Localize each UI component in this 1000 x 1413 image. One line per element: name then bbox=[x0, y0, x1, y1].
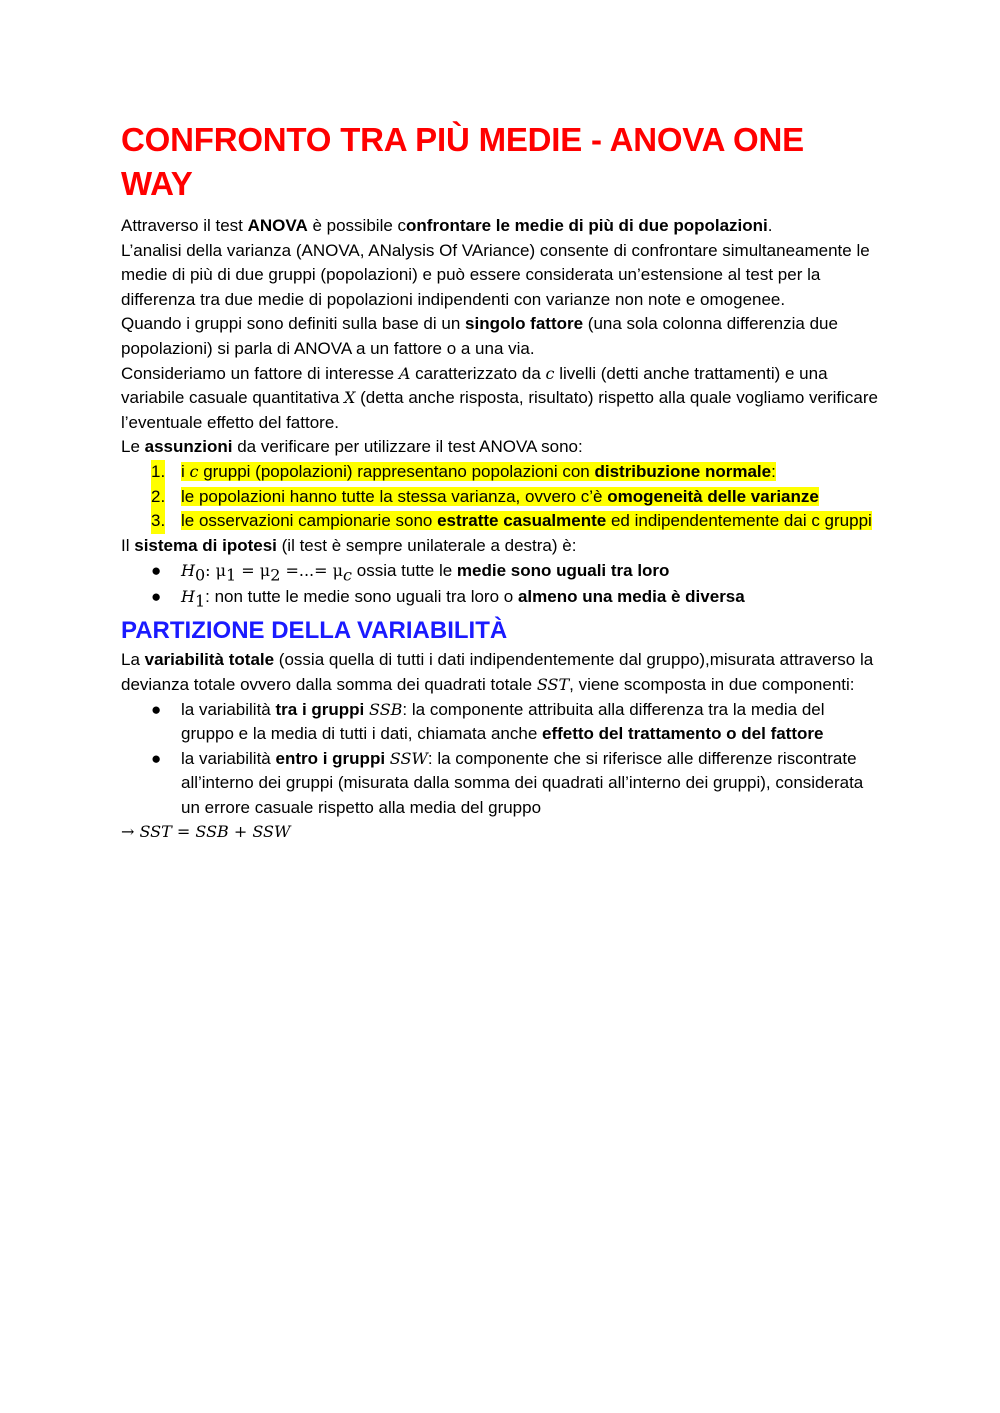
text-run: . bbox=[767, 216, 773, 235]
text-run: Le bbox=[121, 437, 145, 457]
page-title: CONFRONTO TRA PIÙ MEDIE - ANOVA ONE WAY bbox=[121, 121, 804, 202]
text-run: ed indipendentemente dai c gruppi bbox=[606, 511, 872, 531]
text-run: livelli (detti anche trattamenti) e una variabile casuale quantitativa bbox=[121, 363, 828, 408]
math-subscript: 1 bbox=[226, 565, 237, 585]
anova-description-paragraph: L’analisi della varianza (ANOVA, ANalysis Of VAriance) consente di confrontare simultaneamente le medie di più di due gruppi (popolazioni) e può essere considerata un’estensione al test per la differenza tra due medie di popolazioni indipendenti con varianze non note e omogenee. bbox=[121, 240, 870, 309]
math-variable: X bbox=[344, 388, 356, 408]
math-symbol: μ bbox=[259, 561, 271, 581]
highlighted-text bbox=[181, 462, 776, 481]
list-item bbox=[121, 485, 881, 510]
text-run: le osservazioni campionarie sono bbox=[181, 511, 438, 531]
components-list bbox=[121, 698, 881, 821]
text-run: le popolazioni hanno tutte la stessa varianza, ovvero c’è bbox=[181, 486, 608, 506]
text-run: : la componente che si riferisce alle differenze riscontrate all’interno dei gruppi (misurata dalla somma dei quadrati all’interno dei gruppi), considerata un errore casuale rispetto alla media del gruppo bbox=[181, 748, 864, 817]
math-variable: c bbox=[189, 461, 199, 481]
text-run: Il bbox=[121, 535, 135, 555]
list-number: 2. bbox=[151, 485, 165, 510]
document-content bbox=[121, 118, 881, 845]
bold-run: distribuzione normale bbox=[594, 461, 772, 481]
bullet-icon: ● bbox=[151, 561, 162, 581]
bullet-icon: ● bbox=[151, 699, 162, 719]
bold-run: medie sono uguali tra loro bbox=[456, 561, 670, 581]
bold-run: variabilità totale bbox=[144, 650, 275, 670]
math-variable: c bbox=[545, 363, 555, 383]
highlighted-text bbox=[181, 511, 872, 530]
text-run: (il test è sempre unilaterale a destra) è: bbox=[276, 535, 577, 555]
intro-paragraph bbox=[121, 214, 881, 239]
math-formula: → SST = SSB + SSW bbox=[121, 822, 291, 842]
math-subscript: 1 bbox=[194, 591, 206, 611]
text-run: da verificare per utilizzare il test ANOVA sono: bbox=[232, 437, 583, 457]
bold-run: assunzioni bbox=[144, 437, 233, 457]
bold-run: almeno una media è diversa bbox=[517, 587, 745, 607]
text-run: (ossia quella di tutti i dati indipendentemente dal gruppo),misurata attraverso la devianza totale ovvero dalla somma dei quadrati totale bbox=[121, 650, 874, 694]
highlighted-text bbox=[181, 487, 819, 506]
text-run: : bbox=[771, 461, 776, 481]
text-run: (una sola colonna differenzia due popolazioni) si parla di ANOVA a un fattore o a una via. bbox=[121, 314, 838, 358]
hypothesis-h1 bbox=[121, 584, 881, 610]
text-run: gruppi (popolazioni) rappresentano popolazioni con bbox=[198, 461, 595, 481]
text-run: ossia tutte le bbox=[352, 561, 457, 581]
bold-run: omogeneità delle varianze bbox=[607, 486, 819, 506]
assumptions-intro bbox=[121, 435, 881, 460]
list-number: 3. bbox=[151, 509, 165, 534]
text-run: (detta anche risposta, risultato) rispetto alla quale vogliamo verificare l’eventuale effetto del fattore. bbox=[121, 388, 878, 432]
hypothesis-h0 bbox=[121, 558, 881, 584]
text-run: : bbox=[205, 561, 216, 581]
math-subscript: 2 bbox=[270, 565, 281, 585]
bold-run: singolo fattore bbox=[465, 314, 584, 334]
math-variable: SST bbox=[536, 674, 570, 694]
text-run: è possibile c bbox=[307, 216, 407, 235]
text-run: Attraverso il test bbox=[121, 216, 248, 235]
assumptions-list bbox=[121, 460, 881, 534]
text-run: Consideriamo un fattore di interesse bbox=[121, 363, 399, 383]
variability-paragraph bbox=[121, 648, 881, 697]
list-item bbox=[121, 460, 881, 485]
bold-run: effetto del trattamento o del fattore bbox=[542, 724, 824, 744]
text-run: la variabilità bbox=[181, 699, 276, 719]
text-run: Quando i gruppi sono definiti sulla base di un bbox=[121, 314, 466, 334]
text-run: La bbox=[121, 650, 145, 670]
bold-run: onfrontare le medie di più di due popolazioni bbox=[406, 216, 768, 235]
math-variable: A bbox=[398, 363, 411, 383]
list-item bbox=[121, 747, 881, 821]
decomposition-formula bbox=[121, 820, 881, 845]
list-item bbox=[121, 698, 881, 747]
bullet-icon: ● bbox=[151, 587, 162, 607]
text-run: , viene scomposta in due componenti: bbox=[569, 674, 855, 694]
math-variable: SSB bbox=[369, 699, 403, 719]
text-run: : la componente attribuita alla differenza tra la media del gruppo e la media di tutti i dati, chiamata anche bbox=[181, 699, 825, 744]
bold-run: tra i gruppi bbox=[275, 699, 365, 719]
text-run: caratterizzato da bbox=[410, 363, 546, 383]
math-variable: H bbox=[181, 561, 195, 581]
math-symbol: =...= bbox=[280, 561, 333, 581]
text-run: : non tutte le medie sono uguali tra loro o bbox=[205, 587, 518, 607]
text-run: i bbox=[181, 461, 190, 481]
math-subscript: c bbox=[343, 565, 353, 585]
bullet-icon: ● bbox=[151, 748, 162, 768]
bold-run: sistema di ipotesi bbox=[134, 535, 277, 555]
bold-run: entro i gruppi bbox=[275, 748, 386, 768]
text-run: la variabilità bbox=[181, 748, 276, 768]
factor-definition-paragraph bbox=[121, 362, 881, 436]
math-variable: H bbox=[181, 587, 195, 607]
math-variable: SSW bbox=[389, 748, 428, 768]
list-item bbox=[121, 509, 881, 534]
bold-run: estratte casualmente bbox=[437, 511, 607, 531]
hypothesis-intro bbox=[121, 534, 881, 559]
bold-run: ANOVA bbox=[247, 216, 308, 235]
math-symbol: μ bbox=[215, 561, 227, 581]
math-symbol: μ bbox=[332, 561, 344, 581]
list-number: 1. bbox=[151, 460, 165, 485]
section-title: PARTIZIONE DELLA VARIABILITÀ bbox=[121, 617, 508, 645]
hypotheses-list bbox=[121, 558, 881, 610]
single-factor-paragraph bbox=[121, 312, 881, 361]
math-symbol: = bbox=[236, 561, 260, 581]
math-subscript: 0 bbox=[194, 565, 206, 585]
